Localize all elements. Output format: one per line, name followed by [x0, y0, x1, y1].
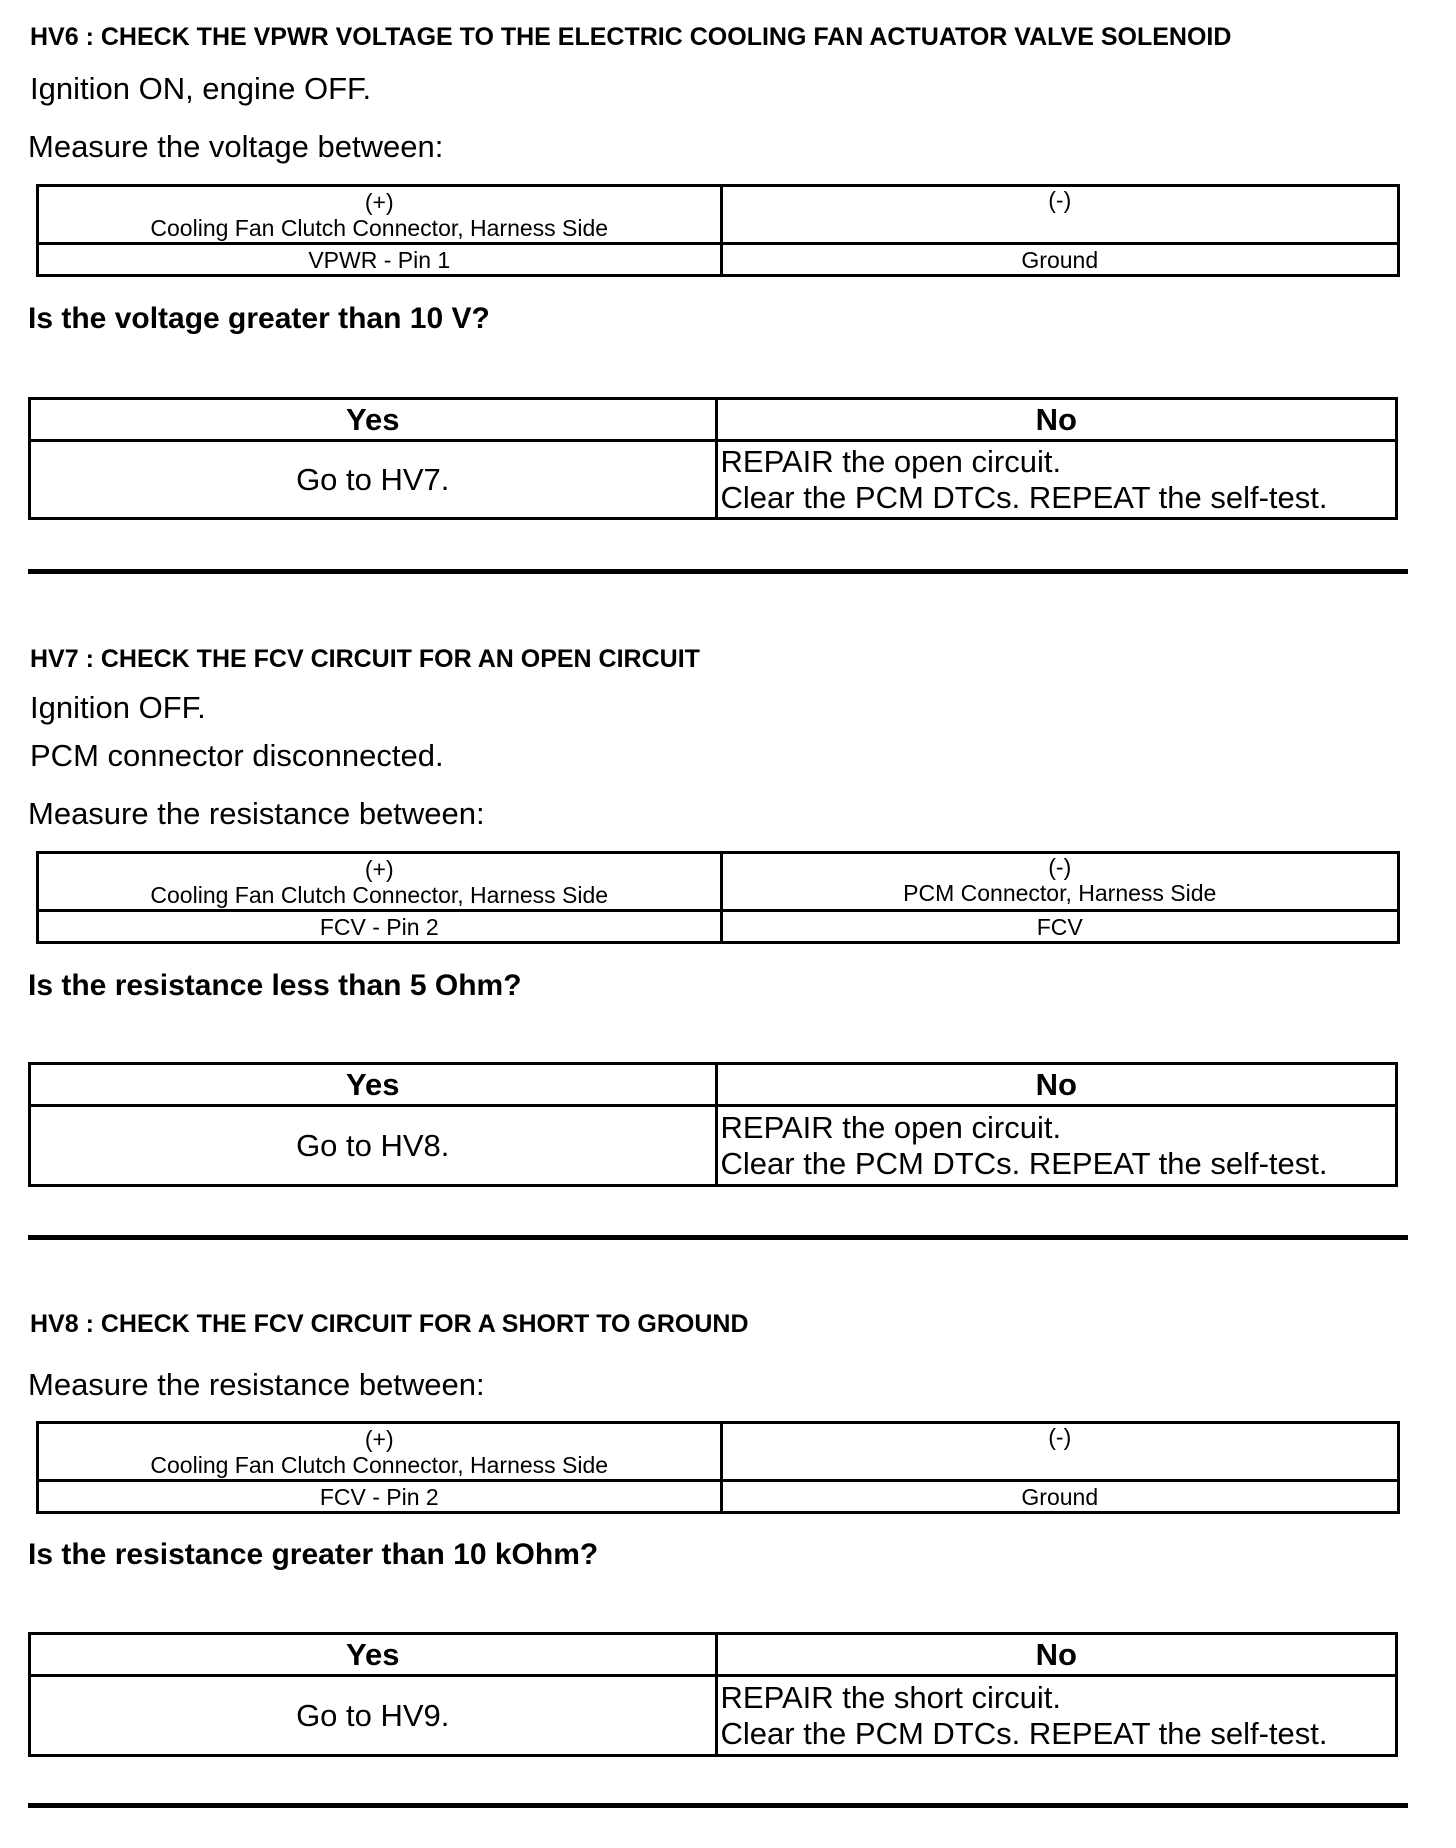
hv6-negative-cell — [721, 186, 1399, 244]
hv8-negative-pin: Ground — [721, 1481, 1399, 1513]
hv7-no-action-line1: REPAIR the open circuit. — [720, 1109, 1062, 1145]
hv7-negative-connector: PCM Connector, Harness Side — [903, 880, 1217, 906]
hv8-result-table — [28, 1632, 1398, 1757]
hv7-positive-connector: Cooling Fan Clutch Connector, Harness Side — [150, 881, 609, 908]
hv6-no-action-line2: Clear the PCM DTCs. REPEAT the self-test. — [720, 479, 1328, 515]
hv8-yes-header: Yes — [30, 1634, 717, 1676]
hv8-negative-sign: (-) — [1048, 1424, 1072, 1450]
hv7-negative-sign: (-) — [1048, 854, 1072, 880]
hv6-negative-pin: Ground — [721, 244, 1399, 276]
hv6-no-action-line1: REPAIR the open circuit. — [720, 443, 1062, 479]
hv8-question: Is the resistance greater than 10 kOhm? — [28, 1538, 599, 1571]
hv7-measure-table — [36, 851, 1400, 944]
hv6-negative-sign: (-) — [1048, 187, 1072, 213]
hv6-step-measure: Measure the voltage between: — [28, 129, 444, 164]
hv8-positive-connector: Cooling Fan Clutch Connector, Harness Side — [150, 1451, 609, 1478]
hv7-question: Is the resistance less than 5 Ohm? — [28, 969, 522, 1002]
section-divider — [28, 1235, 1408, 1240]
hv7-result-table — [28, 1062, 1398, 1187]
hv7-positive-pin: FCV - Pin 2 — [38, 911, 722, 943]
hv7-no-action-line2: Clear the PCM DTCs. REPEAT the self-test. — [720, 1145, 1328, 1181]
hv8-step-measure: Measure the resistance between: — [28, 1367, 485, 1402]
hv7-no-action — [716, 1106, 1397, 1186]
hv8-positive-pin: FCV - Pin 2 — [38, 1481, 722, 1513]
hv6-positive-cell — [38, 186, 722, 244]
hv6-measure-table — [36, 184, 1400, 277]
section-divider — [28, 569, 1408, 574]
hv7-negative-pin: FCV — [721, 911, 1399, 943]
hv6-yes-header: Yes — [30, 399, 717, 441]
hv6-step-ignition: Ignition ON, engine OFF. — [30, 71, 372, 106]
hv8-heading: HV8 : CHECK THE FCV CIRCUIT FOR A SHORT TO GROUND — [30, 1310, 749, 1338]
hv6-no-action — [716, 441, 1397, 519]
hv8-positive-cell — [38, 1423, 722, 1481]
hv8-measure-table — [36, 1421, 1400, 1514]
hv6-heading: HV6 : CHECK THE VPWR VOLTAGE TO THE ELECTRIC COOLING FAN ACTUATOR VALVE SOLENOID — [30, 23, 1232, 51]
hv8-no-action-line1: REPAIR the short circuit. — [720, 1679, 1062, 1715]
hv8-no-action-line2: Clear the PCM DTCs. REPEAT the self-test. — [720, 1715, 1328, 1751]
hv7-positive-sign: (+) — [364, 855, 394, 882]
hv7-yes-header: Yes — [30, 1064, 717, 1106]
hv7-step-measure: Measure the resistance between: — [28, 796, 485, 831]
hv7-step-ignition: Ignition OFF. — [30, 690, 206, 725]
hv6-yes-action: Go to HV7. — [30, 441, 717, 519]
hv7-positive-cell — [38, 853, 722, 911]
hv7-heading: HV7 : CHECK THE FCV CIRCUIT FOR AN OPEN CIRCUIT — [30, 645, 700, 673]
hv7-negative-cell — [721, 853, 1399, 911]
hv7-step-pcm: PCM connector disconnected. — [30, 738, 444, 773]
hv8-negative-cell — [721, 1423, 1399, 1481]
hv8-yes-action: Go to HV9. — [30, 1676, 717, 1756]
hv8-no-action — [716, 1676, 1397, 1756]
hv6-positive-connector: Cooling Fan Clutch Connector, Harness Side — [150, 214, 609, 241]
hv6-positive-pin: VPWR - Pin 1 — [38, 244, 722, 276]
hv7-no-header: No — [716, 1064, 1397, 1106]
hv8-positive-sign: (+) — [364, 1425, 394, 1452]
section-divider — [28, 1803, 1408, 1808]
hv8-no-header: No — [716, 1634, 1397, 1676]
hv7-yes-action: Go to HV8. — [30, 1106, 717, 1186]
hv6-positive-sign: (+) — [364, 188, 394, 215]
hv6-question: Is the voltage greater than 10 V? — [28, 302, 490, 335]
hv6-result-table — [28, 397, 1398, 520]
hv6-no-header: No — [716, 399, 1397, 441]
